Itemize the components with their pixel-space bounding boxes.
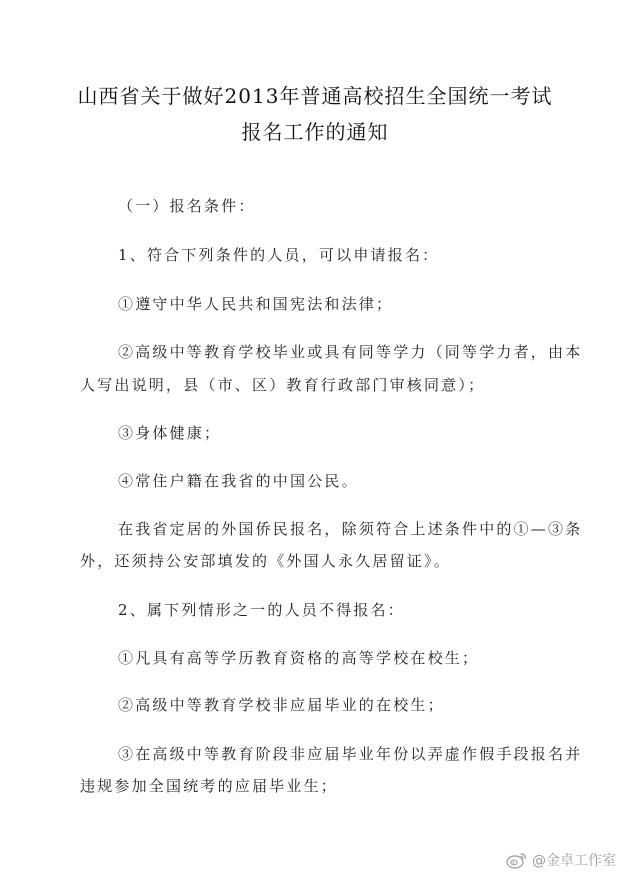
paragraph-foreign-residents-continued: 外，还须持公安部填发的《外国人永久居留证》。: [80, 552, 451, 570]
document-title-line-1: 山西省关于做好2013年普通高校招生全国统一考试: [77, 84, 553, 108]
weibo-watermark: [506, 850, 616, 870]
weibo-icon: [506, 851, 528, 869]
watermark-text: @金卓工作室: [532, 853, 616, 869]
paragraph-foreign-residents: 在我省定居的外国侨民报名，除须符合上述条件中的①—③条: [118, 520, 583, 538]
paragraph-item-continued: 人写出说明，县（市、区）教育行政部门审核同意）；: [80, 376, 486, 394]
paragraph-eligible-heading: 1、符合下列条件的人员，可以申请报名：: [118, 246, 440, 264]
paragraph-item: ②高级中等教育学校非应届毕业的在校生；: [118, 696, 445, 714]
paragraph-item: ④常住户籍在我省的中国公民。: [118, 472, 359, 490]
paragraph-item-continued: 违规参加全国统考的应届毕业生；: [80, 777, 339, 795]
paragraph-item: ②高级中等教育学校毕业或具有同等学力（同等学力者，由本: [118, 343, 583, 361]
document-title-line-2: 报名工作的通知: [241, 120, 389, 144]
paragraph-item: ③身体健康；: [118, 424, 222, 442]
paragraph-ineligible-heading: 2、属下列情形之一的人员不得报名：: [118, 601, 405, 619]
paragraph-item: ③在高级中等教育阶段非应届毕业年份以弄虚作假手段报名并: [118, 745, 583, 763]
section-heading-conditions: （一）报名条件：: [118, 197, 256, 215]
paragraph-item: ①遵守中华人民共和国宪法和法律；: [118, 295, 394, 313]
paragraph-item: ①凡具有高等学历教育资格的高等学校在校生；: [118, 649, 480, 667]
